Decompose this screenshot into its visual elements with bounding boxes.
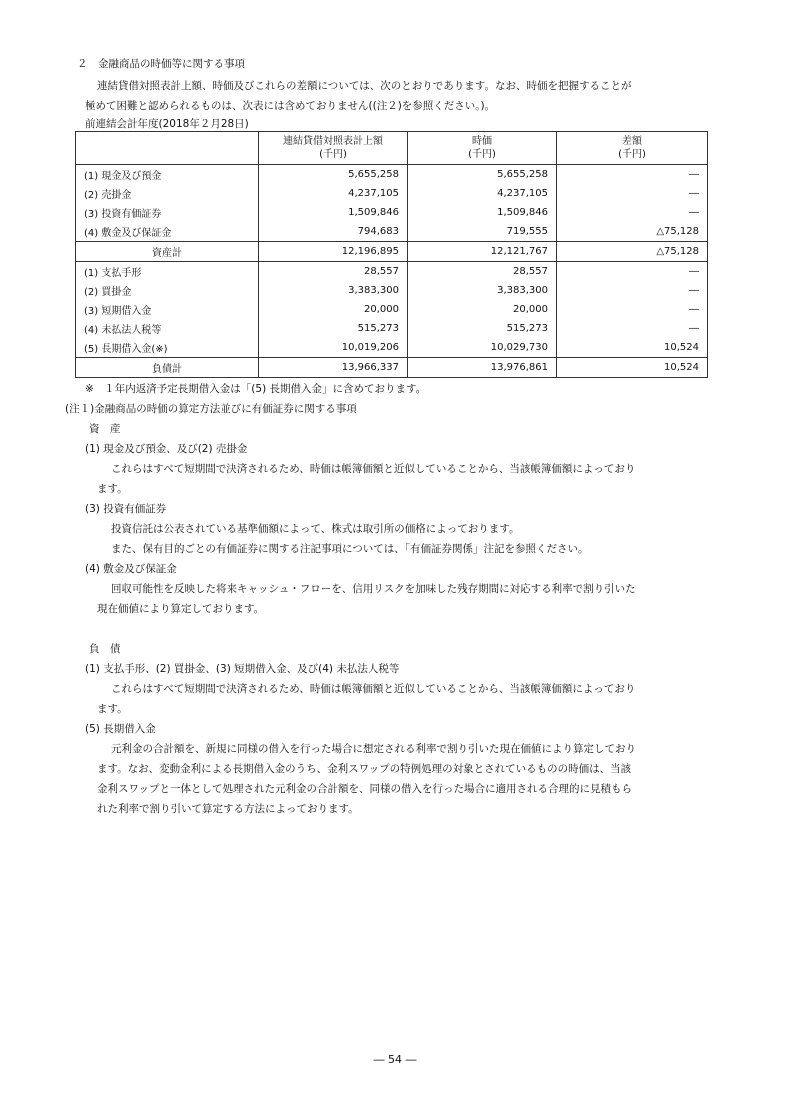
- period-label: 前連結会計年度(2018年２月28日): [85, 118, 249, 130]
- book-value: 10,019,206: [259, 338, 408, 358]
- a12-line-2: ます。: [97, 483, 128, 495]
- note1-title: (注１)金融商品の時価の算定方法並びに有価証券に関する事項: [65, 403, 357, 415]
- header-book-value-label: 連結貸借対照表計上額 (千円): [283, 136, 383, 160]
- liabilities-total-book: 13,966,337: [259, 358, 408, 378]
- fair-value: 515,273: [408, 319, 557, 338]
- header-blank: [76, 132, 259, 165]
- table-row: [76, 222, 708, 242]
- difference: ―: [557, 165, 708, 185]
- difference: ―: [557, 281, 708, 300]
- assets-heading: 資 産: [89, 423, 121, 435]
- header-difference-label: 差額 (千円): [618, 136, 646, 160]
- l5-heading: (5) 長期借入金: [85, 723, 156, 735]
- a12-line-1: これらはすべて短期間で決済されるため、時価は帳簿価額と近似していることから、当該帳簿価額によっており: [111, 463, 636, 475]
- a4-line-2: 現在価値により算定しております。: [97, 603, 265, 615]
- book-value: 515,273: [259, 319, 408, 338]
- table-row: [76, 165, 708, 185]
- row-label: (1) 支払手形: [76, 262, 259, 282]
- difference: ―: [557, 319, 708, 338]
- table-header-row: [76, 132, 708, 165]
- header-book-value: [259, 132, 408, 165]
- liabilities-total-fair: 13,976,861: [408, 358, 557, 378]
- a3-heading: (3) 投資有価証券: [85, 503, 167, 515]
- row-label: (4) 未払法人税等: [76, 319, 259, 338]
- fair-value: 719,555: [408, 222, 557, 242]
- section-title: ２ 金融商品の時価等に関する事項: [77, 58, 245, 70]
- fair-value: 3,383,300: [408, 281, 557, 300]
- table-row: [76, 338, 708, 358]
- liabilities-total-row: [76, 358, 708, 378]
- difference: ―: [557, 184, 708, 203]
- book-value: 794,683: [259, 222, 408, 242]
- book-value: 20,000: [259, 300, 408, 319]
- difference: ―: [557, 300, 708, 319]
- difference: ―: [557, 262, 708, 282]
- fair-value: 1,509,846: [408, 203, 557, 222]
- book-value: 4,237,105: [259, 184, 408, 203]
- assets-total-fair: 12,121,767: [408, 242, 557, 262]
- l14-line-2: ます。: [97, 703, 128, 715]
- book-value: 1,509,846: [259, 203, 408, 222]
- a4-heading: (4) 敷金及び保証金: [85, 563, 177, 575]
- l5-line-4: れた利率で割り引いて算定する方法によっております。: [97, 803, 359, 815]
- a12-heading: (1) 現金及び預金、及び(2) 売掛金: [85, 443, 248, 455]
- l5-line-3: 金利スワップと一体として処理された元利金の合計額を、同様の借入を行った場合に適用される合理的に見積もら: [97, 783, 632, 795]
- table-row: [76, 319, 708, 338]
- fair-value: 28,557: [408, 262, 557, 282]
- assets-total-book: 12,196,895: [259, 242, 408, 262]
- l14-line-1: これらはすべて短期間で決済されるため、時価は帳簿価額と近似していることから、当該帳簿価額によっており: [111, 683, 636, 695]
- book-value: 28,557: [259, 262, 408, 282]
- fair-value: 10,029,730: [408, 338, 557, 358]
- row-label: (5) 長期借入金(※): [76, 338, 259, 358]
- liabilities-total-diff: 10,524: [557, 358, 708, 378]
- difference: ―: [557, 203, 708, 222]
- header-fair-value-label: 時価 (千円): [468, 136, 496, 160]
- difference: △75,128: [557, 222, 708, 242]
- intro-line-2: 極めて困難と認められるものは、次表には含めておりません((注２)を参照ください。)。: [85, 100, 496, 112]
- row-label: (4) 敷金及び保証金: [76, 222, 259, 242]
- liabilities-total-label: 負債計: [76, 358, 259, 378]
- row-label: (3) 投資有価証券: [76, 203, 259, 222]
- row-label: (3) 短期借入金: [76, 300, 259, 319]
- fair-value: 20,000: [408, 300, 557, 319]
- assets-total-label: 資産計: [76, 242, 259, 262]
- a3-line-1: 投資信託は公表されている基準価額によって、株式は取引所の価格によっております。: [111, 523, 520, 535]
- table-row: [76, 184, 708, 203]
- book-value: 3,383,300: [259, 281, 408, 300]
- table-note: ※ １年内返済予定長期借入金は「(5) 長期借入金」に含めております。: [85, 383, 427, 395]
- row-label: (2) 売掛金: [76, 184, 259, 203]
- row-label: (1) 現金及び預金: [76, 165, 259, 185]
- table-row: [76, 300, 708, 319]
- table-row: [76, 203, 708, 222]
- a3-line-2: また、保有目的ごとの有価証券に関する注記事項については、「有価証券関係」注記を参照ください。: [111, 543, 589, 555]
- page-number: ― 54 ―: [373, 1053, 417, 1066]
- l14-heading: (1) 支払手形、(2) 買掛金、(3) 短期借入金、及び(4) 未払法人税等: [85, 663, 400, 675]
- book-value: 5,655,258: [259, 165, 408, 185]
- header-difference: [557, 132, 708, 165]
- fair-value: 5,655,258: [408, 165, 557, 185]
- difference: 10,524: [557, 338, 708, 358]
- assets-total-diff: △75,128: [557, 242, 708, 262]
- liabilities-heading: 負 債: [89, 643, 121, 655]
- assets-total-row: [76, 242, 708, 262]
- l5-line-2: ます。なお、変動金利による長期借入金のうち、金利スワップの特例処理の対象とされているものの時価は、当該: [97, 763, 632, 775]
- a4-line-1: 回収可能性を反映した将来キャッシュ・フローを、信用リスクを加味した残存期間に対応する利率で割り引いた: [111, 583, 636, 595]
- fair-value-table: [75, 131, 708, 378]
- header-fair-value: [408, 132, 557, 165]
- fair-value: 4,237,105: [408, 184, 557, 203]
- intro-line-1: 連結貸借対照表計上額、時価及びこれらの差額については、次のとおりであります。なお、時価を把握することが: [97, 80, 632, 92]
- l5-line-1: 元利金の合計額を、新規に同様の借入を行った場合に想定される利率で割り引いた現在価値により算定しており: [111, 743, 636, 755]
- table-row: [76, 281, 708, 300]
- row-label: (2) 買掛金: [76, 281, 259, 300]
- table-row: [76, 262, 708, 282]
